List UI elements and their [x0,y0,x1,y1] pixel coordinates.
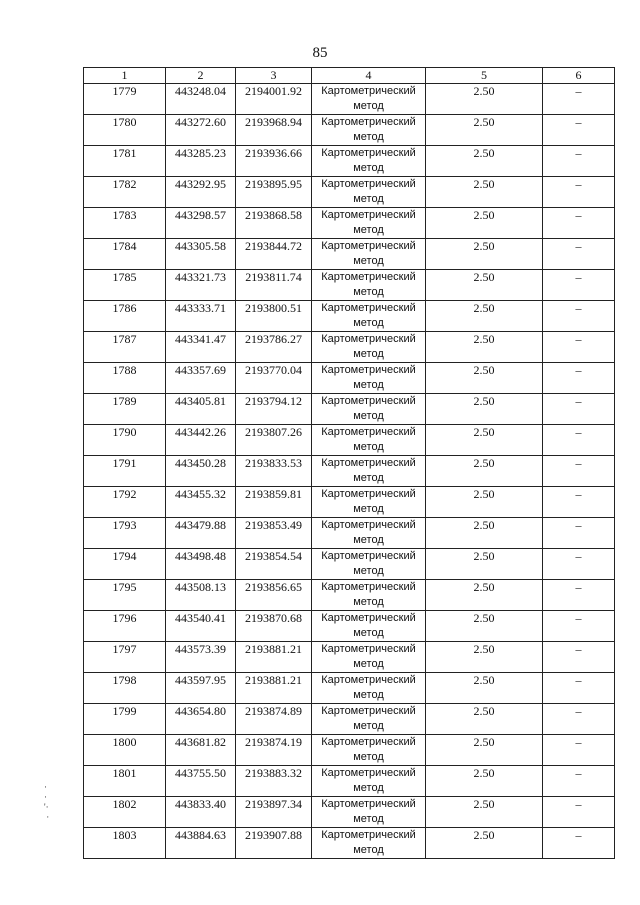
method-cell: Картометрический метод [312,394,426,425]
accuracy-cell: 2.50 [426,363,543,394]
column-header: 3 [236,68,312,84]
accuracy-cell: 2.50 [426,270,543,301]
point-number-cell: 1783 [84,208,166,239]
x-coordinate-cell: 443298.57 [166,208,236,239]
note-cell: – [543,177,615,208]
method-cell: Картометрический метод [312,115,426,146]
table-row [84,301,615,332]
method-cell: Картометрический метод [312,828,426,859]
note-cell: – [543,146,615,177]
note-cell: – [543,704,615,735]
accuracy-cell: 2.50 [426,456,543,487]
y-coordinate-cell: 2193853.49 [236,518,312,549]
x-coordinate-cell: 443479.88 [166,518,236,549]
column-header: 1 [84,68,166,84]
y-coordinate-cell: 2193895.95 [236,177,312,208]
table-row [84,797,615,828]
point-number-cell: 1782 [84,177,166,208]
y-coordinate-cell: 2193807.26 [236,425,312,456]
point-number-cell: 1791 [84,456,166,487]
note-cell: – [543,115,615,146]
method-cell: Картометрический метод [312,208,426,239]
table-row [84,549,615,580]
accuracy-cell: 2.50 [426,208,543,239]
note-cell: – [543,363,615,394]
y-coordinate-cell: 2193770.04 [236,363,312,394]
y-coordinate-cell: 2193897.34 [236,797,312,828]
y-coordinate-cell: 2193833.53 [236,456,312,487]
method-cell: Картометрический метод [312,456,426,487]
x-coordinate-cell: 443333.71 [166,301,236,332]
y-coordinate-cell: 2193844.72 [236,239,312,270]
point-number-cell: 1780 [84,115,166,146]
y-coordinate-cell: 2193811.74 [236,270,312,301]
x-coordinate-cell: 443654.80 [166,704,236,735]
x-coordinate-cell: 443285.23 [166,146,236,177]
table-row [84,580,615,611]
method-cell: Картометрический метод [312,363,426,394]
table-row [84,704,615,735]
method-cell: Картометрический метод [312,425,426,456]
table-row [84,425,615,456]
method-cell: Картометрический метод [312,735,426,766]
x-coordinate-cell: 443357.69 [166,363,236,394]
point-number-cell: 1785 [84,270,166,301]
point-number-cell: 1788 [84,363,166,394]
table-row [84,456,615,487]
x-coordinate-cell: 443450.28 [166,456,236,487]
point-number-cell: 1797 [84,642,166,673]
table-row [84,208,615,239]
note-cell: – [543,828,615,859]
note-cell: – [543,84,615,115]
accuracy-cell: 2.50 [426,828,543,859]
table-row [84,394,615,425]
point-number-cell: 1787 [84,332,166,363]
y-coordinate-cell: 2193859.81 [236,487,312,518]
table-row [84,115,615,146]
note-cell: – [543,239,615,270]
y-coordinate-cell: 2193881.21 [236,642,312,673]
note-cell: – [543,208,615,239]
x-coordinate-cell: 443498.48 [166,549,236,580]
y-coordinate-cell: 2193868.58 [236,208,312,239]
accuracy-cell: 2.50 [426,301,543,332]
accuracy-cell: 2.50 [426,518,543,549]
table-row [84,735,615,766]
accuracy-cell: 2.50 [426,549,543,580]
accuracy-cell: 2.50 [426,735,543,766]
page-number: 85 [312,45,328,61]
point-number-cell: 1786 [84,301,166,332]
point-number-cell: 1795 [84,580,166,611]
point-number-cell: 1799 [84,704,166,735]
note-cell: – [543,549,615,580]
method-cell: Картометрический метод [312,673,426,704]
x-coordinate-cell: 443573.39 [166,642,236,673]
table-row [84,611,615,642]
table-row [84,239,615,270]
x-coordinate-cell: 443508.13 [166,580,236,611]
table-row [84,363,615,394]
y-coordinate-cell: 2193883.32 [236,766,312,797]
method-cell: Картометрический метод [312,797,426,828]
point-number-cell: 1792 [84,487,166,518]
x-coordinate-cell: 443597.95 [166,673,236,704]
accuracy-cell: 2.50 [426,611,543,642]
table-row [84,766,615,797]
x-coordinate-cell: 443755.50 [166,766,236,797]
method-cell: Картометрический метод [312,239,426,270]
method-cell: Картометрический метод [312,177,426,208]
accuracy-cell: 2.50 [426,673,543,704]
table-row [84,828,615,859]
note-cell: – [543,487,615,518]
point-number-cell: 1803 [84,828,166,859]
accuracy-cell: 2.50 [426,239,543,270]
note-cell: – [543,580,615,611]
y-coordinate-cell: 2193854.54 [236,549,312,580]
accuracy-cell: 2.50 [426,115,543,146]
x-coordinate-cell: 443681.82 [166,735,236,766]
y-coordinate-cell: 2193794.12 [236,394,312,425]
point-number-cell: 1784 [84,239,166,270]
table-row [84,270,615,301]
x-coordinate-cell: 443455.32 [166,487,236,518]
point-number-cell: 1802 [84,797,166,828]
y-coordinate-cell: 2193874.19 [236,735,312,766]
accuracy-cell: 2.50 [426,177,543,208]
method-cell: Картометрический метод [312,549,426,580]
note-cell: – [543,456,615,487]
method-cell: Картометрический метод [312,518,426,549]
point-number-cell: 1789 [84,394,166,425]
x-coordinate-cell: 443405.81 [166,394,236,425]
method-cell: Картометрический метод [312,704,426,735]
accuracy-cell: 2.50 [426,704,543,735]
table-row [84,642,615,673]
table-row [84,487,615,518]
x-coordinate-cell: 443292.95 [166,177,236,208]
point-number-cell: 1800 [84,735,166,766]
method-cell: Картометрический метод [312,487,426,518]
method-cell: Картометрический метод [312,332,426,363]
x-coordinate-cell: 443833.40 [166,797,236,828]
note-cell: – [543,611,615,642]
column-header: 4 [312,68,426,84]
accuracy-cell: 2.50 [426,766,543,797]
note-cell: – [543,797,615,828]
accuracy-cell: 2.50 [426,394,543,425]
accuracy-cell: 2.50 [426,487,543,518]
note-cell: – [543,332,615,363]
x-coordinate-cell: 443248.04 [166,84,236,115]
accuracy-cell: 2.50 [426,797,543,828]
accuracy-cell: 2.50 [426,642,543,673]
y-coordinate-cell: 2193870.68 [236,611,312,642]
note-cell: – [543,735,615,766]
y-coordinate-cell: 2193936.66 [236,146,312,177]
x-coordinate-cell: 443540.41 [166,611,236,642]
method-cell: Картометрический метод [312,611,426,642]
column-header: 6 [543,68,615,84]
note-cell: – [543,301,615,332]
coordinates-table [83,67,615,859]
method-cell: Картометрический метод [312,270,426,301]
table-row [84,673,615,704]
point-number-cell: 1796 [84,611,166,642]
method-cell: Картометрический метод [312,146,426,177]
table-row [84,332,615,363]
note-cell: – [543,394,615,425]
method-cell: Картометрический метод [312,766,426,797]
point-number-cell: 1781 [84,146,166,177]
margin-marks: · · '· · [44,782,50,822]
y-coordinate-cell: 2193881.21 [236,673,312,704]
y-coordinate-cell: 2193874.89 [236,704,312,735]
note-cell: – [543,642,615,673]
point-number-cell: 1793 [84,518,166,549]
x-coordinate-cell: 443884.63 [166,828,236,859]
method-cell: Картометрический метод [312,301,426,332]
x-coordinate-cell: 443321.73 [166,270,236,301]
table-row [84,146,615,177]
table-header-row [84,68,615,84]
y-coordinate-cell: 2193907.88 [236,828,312,859]
x-coordinate-cell: 443272.60 [166,115,236,146]
y-coordinate-cell: 2193786.27 [236,332,312,363]
column-header: 5 [426,68,543,84]
note-cell: – [543,270,615,301]
table-row [84,177,615,208]
point-number-cell: 1798 [84,673,166,704]
note-cell: – [543,766,615,797]
table-row [84,518,615,549]
note-cell: – [543,425,615,456]
x-coordinate-cell: 443305.58 [166,239,236,270]
y-coordinate-cell: 2194001.92 [236,84,312,115]
accuracy-cell: 2.50 [426,580,543,611]
point-number-cell: 1801 [84,766,166,797]
note-cell: – [543,673,615,704]
column-header: 2 [166,68,236,84]
point-number-cell: 1794 [84,549,166,580]
accuracy-cell: 2.50 [426,332,543,363]
y-coordinate-cell: 2193800.51 [236,301,312,332]
method-cell: Картометрический метод [312,84,426,115]
accuracy-cell: 2.50 [426,425,543,456]
point-number-cell: 1779 [84,84,166,115]
y-coordinate-cell: 2193968.94 [236,115,312,146]
method-cell: Картометрический метод [312,580,426,611]
note-cell: – [543,518,615,549]
y-coordinate-cell: 2193856.65 [236,580,312,611]
table-row [84,84,615,115]
x-coordinate-cell: 443341.47 [166,332,236,363]
accuracy-cell: 2.50 [426,84,543,115]
point-number-cell: 1790 [84,425,166,456]
method-cell: Картометрический метод [312,642,426,673]
x-coordinate-cell: 443442.26 [166,425,236,456]
accuracy-cell: 2.50 [426,146,543,177]
